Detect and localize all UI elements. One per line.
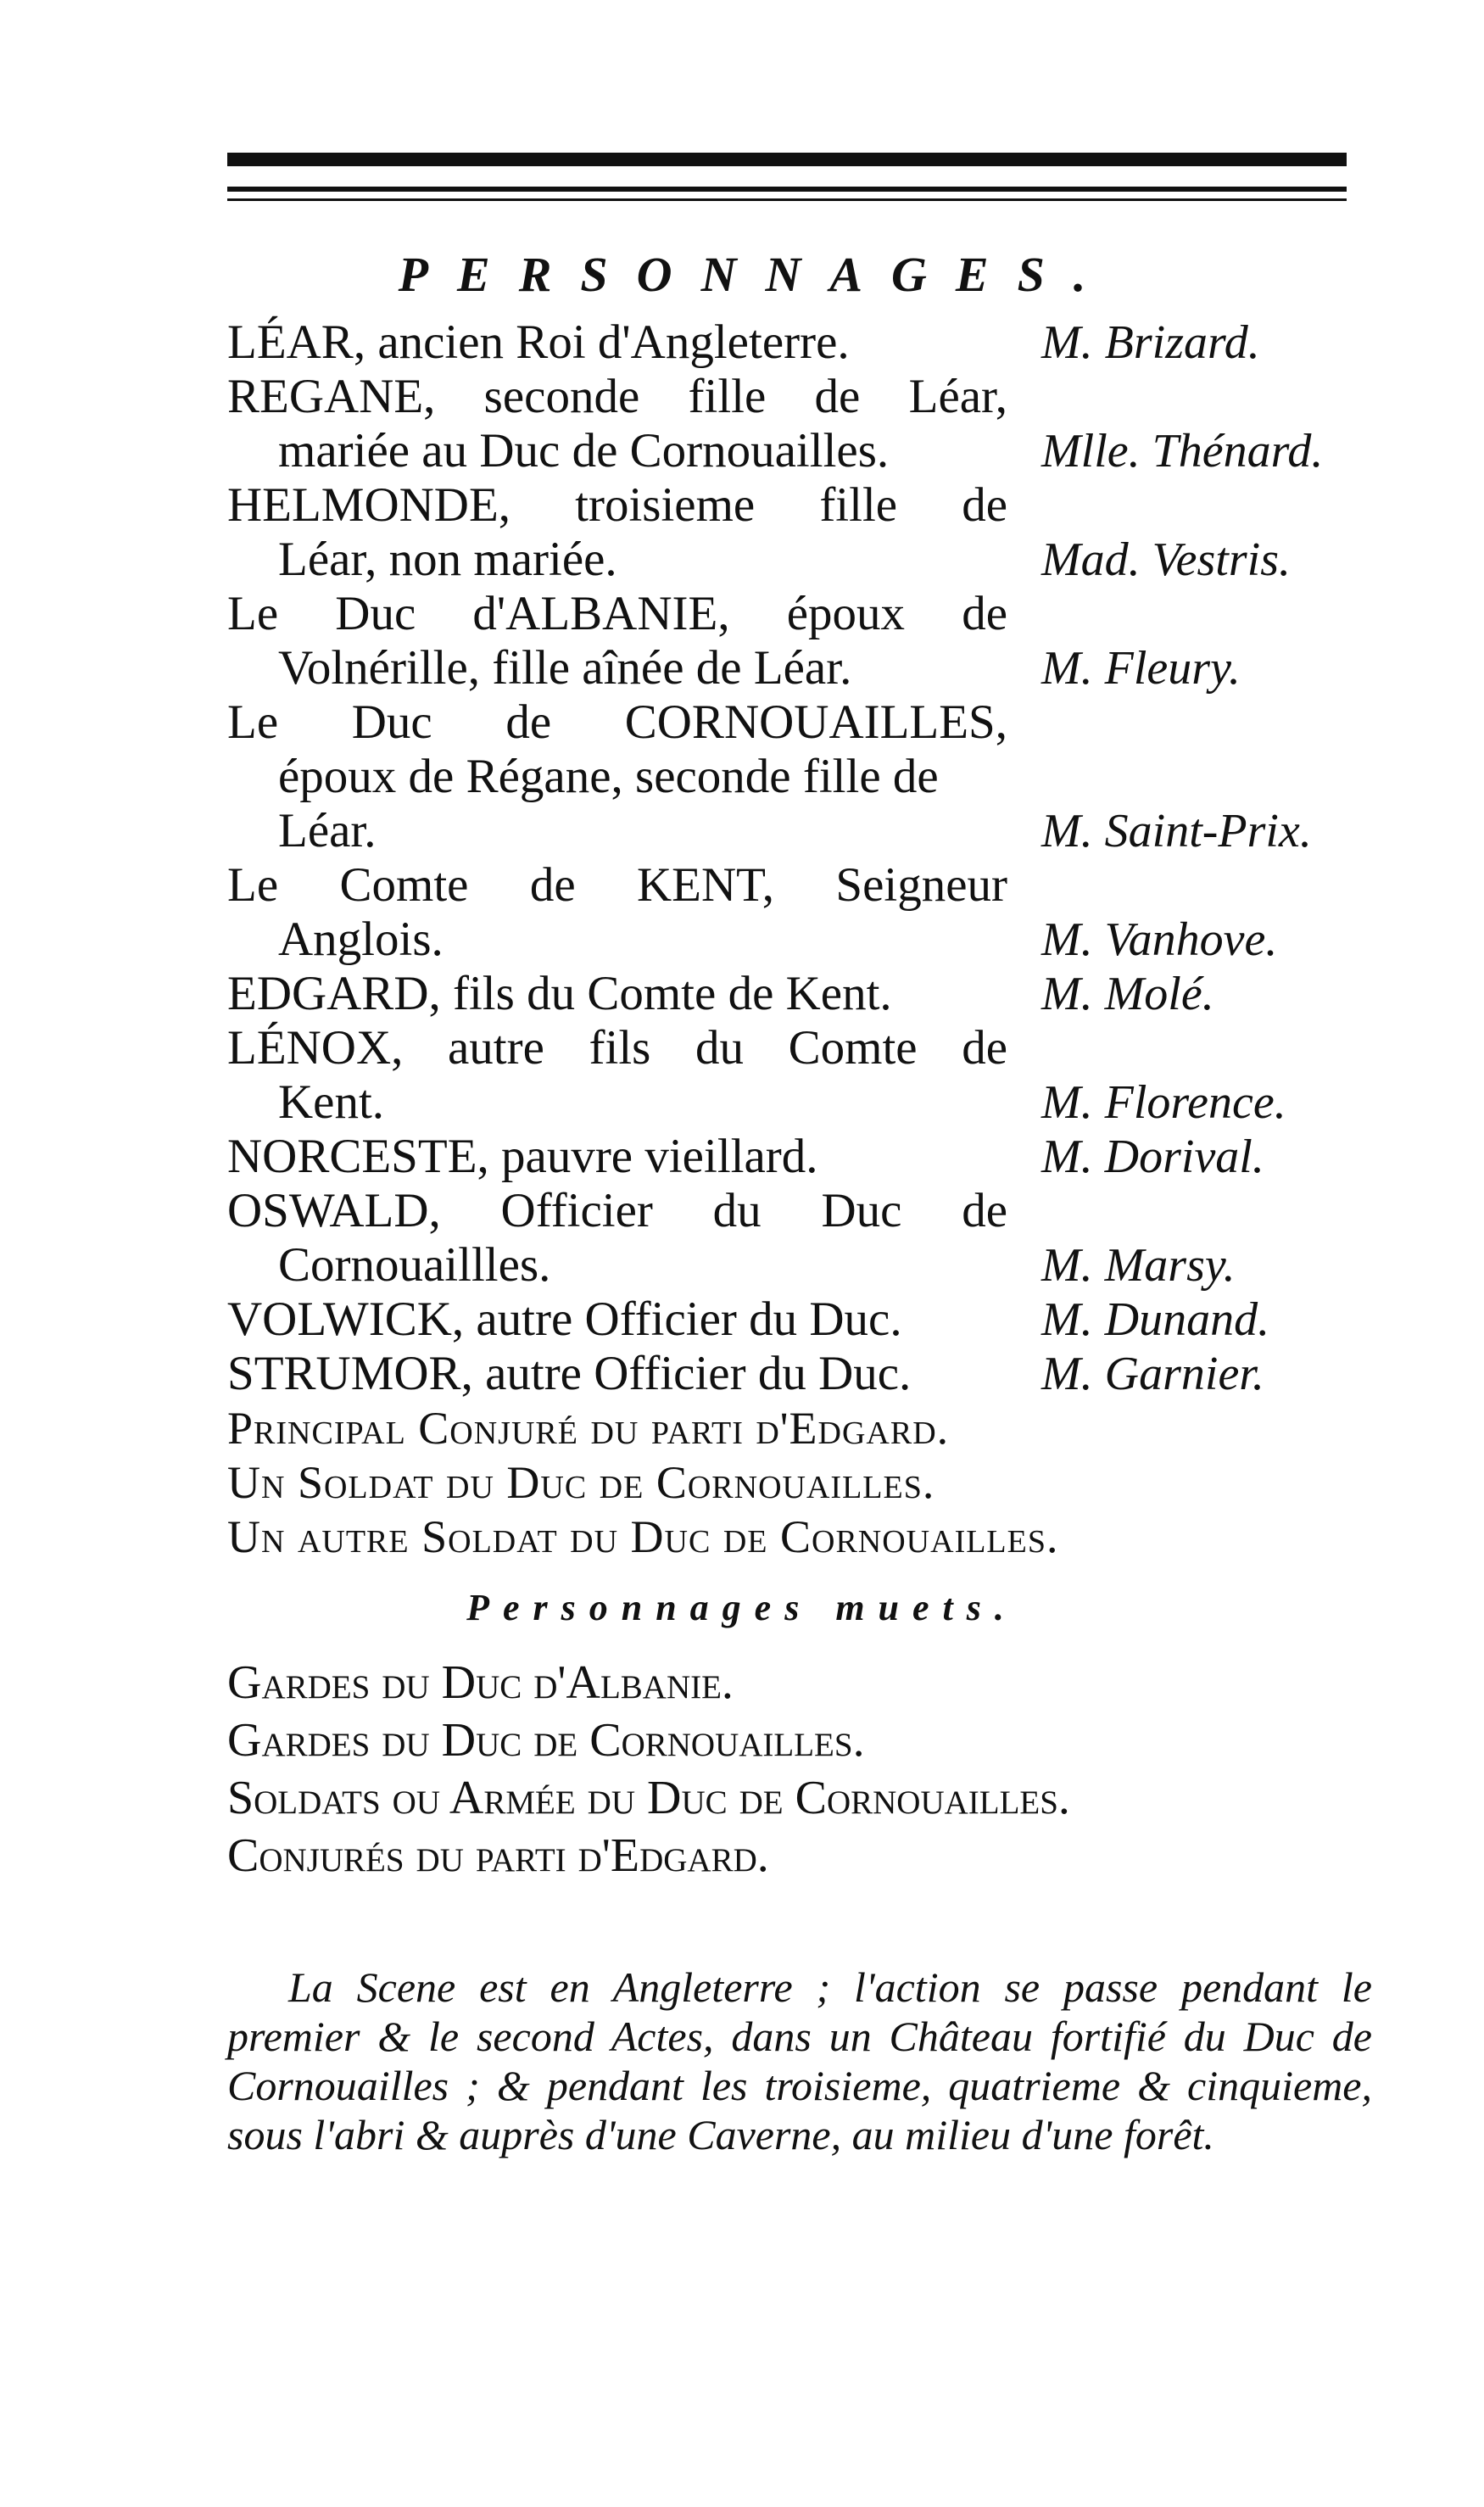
role-line: mariée au Duc de Cornouailles. bbox=[278, 424, 890, 477]
role-line: époux de Régane, seconde fille de bbox=[278, 750, 939, 803]
mute-role: Soldats ou Armée du Duc de Cornouailles. bbox=[227, 1772, 1070, 1824]
role-description bbox=[227, 967, 1007, 1021]
actor-name: M. Saint-Prix. bbox=[1041, 805, 1312, 857]
ornamental-rule-thick bbox=[227, 153, 1347, 166]
actor-name: M. Brizard. bbox=[1041, 316, 1260, 369]
cast-entry bbox=[227, 858, 1364, 967]
cast-entry bbox=[227, 1130, 1364, 1184]
role-line: NORCESTE, pauvre vieillard. bbox=[227, 1130, 818, 1183]
cast-entry bbox=[227, 695, 1364, 858]
cast-entry bbox=[227, 370, 1364, 478]
actor-name: M. Molé. bbox=[1041, 968, 1214, 1020]
role-line: Anglois. bbox=[278, 913, 444, 966]
actor-name: M. Dunand. bbox=[1041, 1293, 1270, 1346]
extra-role: Un Soldat du Duc de Cornouailles. bbox=[227, 1457, 935, 1508]
role-line: Le Duc de CORNOUAILLES, bbox=[227, 695, 1007, 749]
cast-entry bbox=[227, 1021, 1364, 1130]
extra-role: Un autre Soldat du Duc de Cornouailles. bbox=[227, 1511, 1059, 1562]
role-description bbox=[227, 858, 1007, 967]
cast-entry bbox=[227, 1293, 1364, 1347]
role-line: Le Duc d'ALBANIE, époux de bbox=[227, 587, 1007, 640]
role-description bbox=[227, 1021, 1007, 1130]
scene-note: La Scene est en Angleterre ; l'action se passe pendant le premier & le second Actes, dans un Château fortifié du Duc de Cornouailles ; & pendant les troisieme, quatrieme & cinquieme, sous l'abri & auprès d'une Caverne, au milieu d'une forêt. bbox=[227, 1963, 1372, 2158]
role-line: Léar, non mariée. bbox=[278, 533, 617, 586]
mute-role: Gardes du Duc d'Albanie. bbox=[227, 1656, 734, 1709]
role-line: EDGARD, fils du Comte de Kent. bbox=[227, 967, 892, 1020]
cast-entry bbox=[227, 967, 1364, 1021]
role-line: Le Comte de KENT, Seigneur bbox=[227, 858, 1007, 912]
actor-name: M. Dorival. bbox=[1041, 1131, 1264, 1183]
role-description bbox=[227, 1293, 1007, 1347]
role-line: Léar. bbox=[278, 804, 377, 857]
mute-role: Conjurés du parti d'Edgard. bbox=[227, 1829, 769, 1882]
cast-list bbox=[227, 315, 1364, 1564]
actor-name: M. Garnier. bbox=[1041, 1348, 1264, 1400]
ornamental-rule-thin bbox=[227, 187, 1347, 192]
mute-characters-heading: Personnages muets. bbox=[466, 1587, 1018, 1628]
page-heading: PERSONNAGES. bbox=[398, 247, 1115, 302]
role-description bbox=[227, 1347, 1007, 1401]
role-description bbox=[227, 1184, 1007, 1293]
cast-entry bbox=[227, 587, 1364, 695]
role-line: HELMONDE, troisieme fille de bbox=[227, 478, 1007, 532]
cast-entry bbox=[227, 315, 1364, 370]
actor-name: M. Vanhove. bbox=[1041, 913, 1278, 966]
role-description bbox=[227, 370, 1007, 478]
role-line: Volnérille, fille aînée de Léar. bbox=[278, 641, 852, 695]
role-line: Cornouaillles. bbox=[278, 1238, 551, 1292]
mute-characters-list bbox=[227, 1654, 1398, 1884]
actor-name: Mad. Vestris. bbox=[1041, 533, 1291, 586]
role-description bbox=[227, 695, 1007, 858]
cast-entry bbox=[227, 478, 1364, 587]
role-description bbox=[227, 1130, 1007, 1184]
role-line: OSWALD, Officier du Duc de bbox=[227, 1184, 1007, 1237]
role-line: REGANE, seconde fille de Léar, bbox=[227, 370, 1007, 423]
cast-entry bbox=[227, 1347, 1364, 1401]
role-line: STRUMOR, autre Officier du Duc. bbox=[227, 1347, 912, 1400]
extra-role: Principal Conjuré du parti d'Edgard. bbox=[227, 1403, 950, 1454]
cast-entry bbox=[227, 1184, 1364, 1293]
role-description bbox=[227, 587, 1007, 695]
role-description bbox=[227, 315, 1007, 370]
actor-name: M. Fleury. bbox=[1041, 642, 1241, 695]
mute-role: Gardes du Duc de Cornouailles. bbox=[227, 1714, 865, 1767]
role-line: VOLWICK, autre Officier du Duc. bbox=[227, 1293, 902, 1346]
actor-name: M. Marsy. bbox=[1041, 1239, 1236, 1292]
ornamental-rule-hair bbox=[227, 198, 1347, 201]
role-line: Kent. bbox=[278, 1075, 385, 1129]
actor-name: M. Florence. bbox=[1041, 1076, 1286, 1129]
role-line: LÉNOX, autre fils du Comte de bbox=[227, 1021, 1007, 1075]
role-line: LÉAR, ancien Roi d'Angleterre. bbox=[227, 315, 850, 369]
actor-name: Mlle. Thénard. bbox=[1041, 425, 1324, 477]
role-description bbox=[227, 478, 1007, 587]
